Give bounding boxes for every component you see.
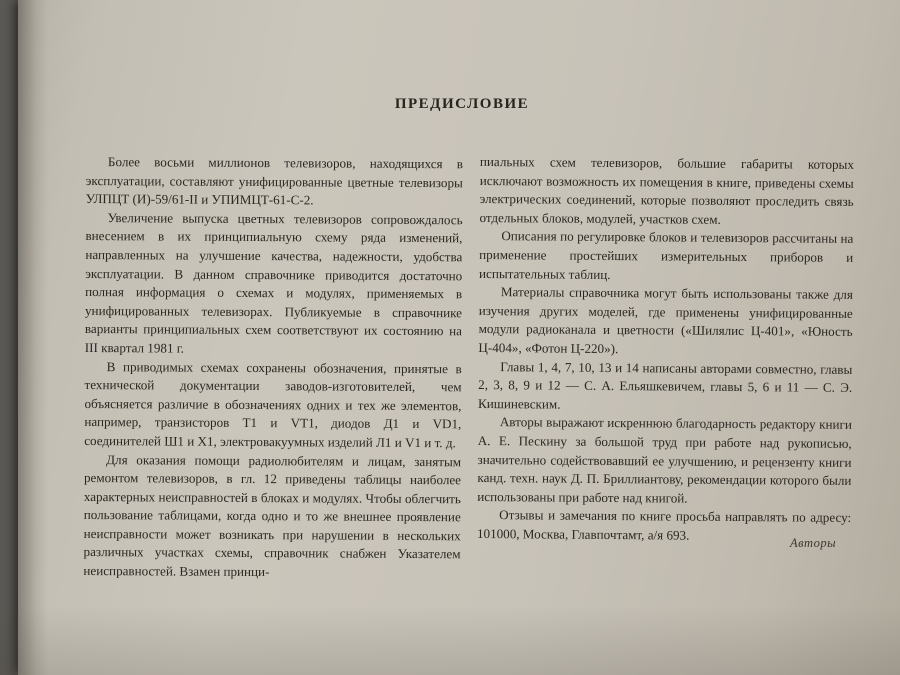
paragraph-9: Авторы выражают искреннюю благодарность редактору книги А. Е. Пескину за большой труд при работе над рукописью, значительно содействовавший ее улучшению, и рецензенту книги канд. техн. наук Д. П. Бриллиантову, рекомендации которого были использованы при работе над книгой.	[477, 414, 852, 506]
paragraph-10: Отзывы и замечания по книге просьба направлять по адресу: 101000, Москва, Главпочтамт, а/я 693.	[476, 507, 852, 543]
right-column	[477, 153, 854, 546]
paragraph-3: В приводимых схемах сохранены обозначения, принятые в технической документации заводов-изготовителей, чем объясняется различие в обозначениях одних и тех же элементов, например, транзисторов Т1 и VT1, диодов Д1 и VD1, соединителей Ш1 и X1, электровакуумных изделий Л1 и V1 и т. д.	[84, 358, 462, 451]
signature: Авторы	[790, 536, 837, 550]
paragraph-7: Материалы справочника могут быть использованы также для изучения других моделей, где применены унифицированные модули радиоканала и цветности («Шилялис Ц-401», «Юность Ц-404», «Фотон Ц-220»).	[478, 284, 853, 357]
paragraph-8: Главы 1, 4, 7, 10, 13 и 14 написаны авторами совместно, главы 2, 3, 8, 9 и 12 — С. А. Ельяшкевичем, главы 5, 6 и 11 — С. Э. Кишиневским.	[477, 358, 853, 412]
page-title: ПРЕДИСЛОВИЕ	[394, 96, 530, 112]
paragraph-4: Для оказания помощи радиолюбителям и лицам, занятым ремонтом телевизоров, в гл. 12 приведены таблицы наиболее характерных неисправностей в блоках и модулях. Чтобы облегчить пользование таблицами, когда одно и то же внешнее проявление неисправности может возникать при нарушении в нескольких различных участках схемы, справочник снабжен Указателем неисправностей. Взамен принци-	[83, 451, 462, 580]
paragraph-6: Описания по регулировке блоков и телевизоров рассчитаны на применение простейших измерительных приборов и испытательных таблиц.	[478, 228, 854, 282]
paragraph-1: Более восьми миллионов телевизоров, находящихся в эксплуатации, составляют унифицированные цветные телевизоры УЛПЦТ (И)-59/61-II и УПИМЦТ-61-С-2.	[85, 154, 463, 208]
left-column	[83, 153, 463, 583]
paragraph-2: Увеличение выпуска цветных телевизоров сопровождалось внесением в их принципиальную схему ряда изменений, направленных на улучшение качества, надежности, удобства эксплуатации. В данном справочнике приводится достаточно полная информация о схемах и модулях, применяемых в унифицированных телевизорах. Публикуемые в справочнике варианты принципиальных схем соответствуют их состоянию на III квартал 1981 г.	[84, 209, 463, 356]
page-bottom-shade	[0, 605, 900, 675]
paragraph-5: пиальных схем телевизоров, большие габариты которых исключают возможность их помещения в книге, приведены схемы электрических соединений, которые позволяют проследить связь отдельных блоков, модулей, участков схем.	[479, 153, 854, 227]
